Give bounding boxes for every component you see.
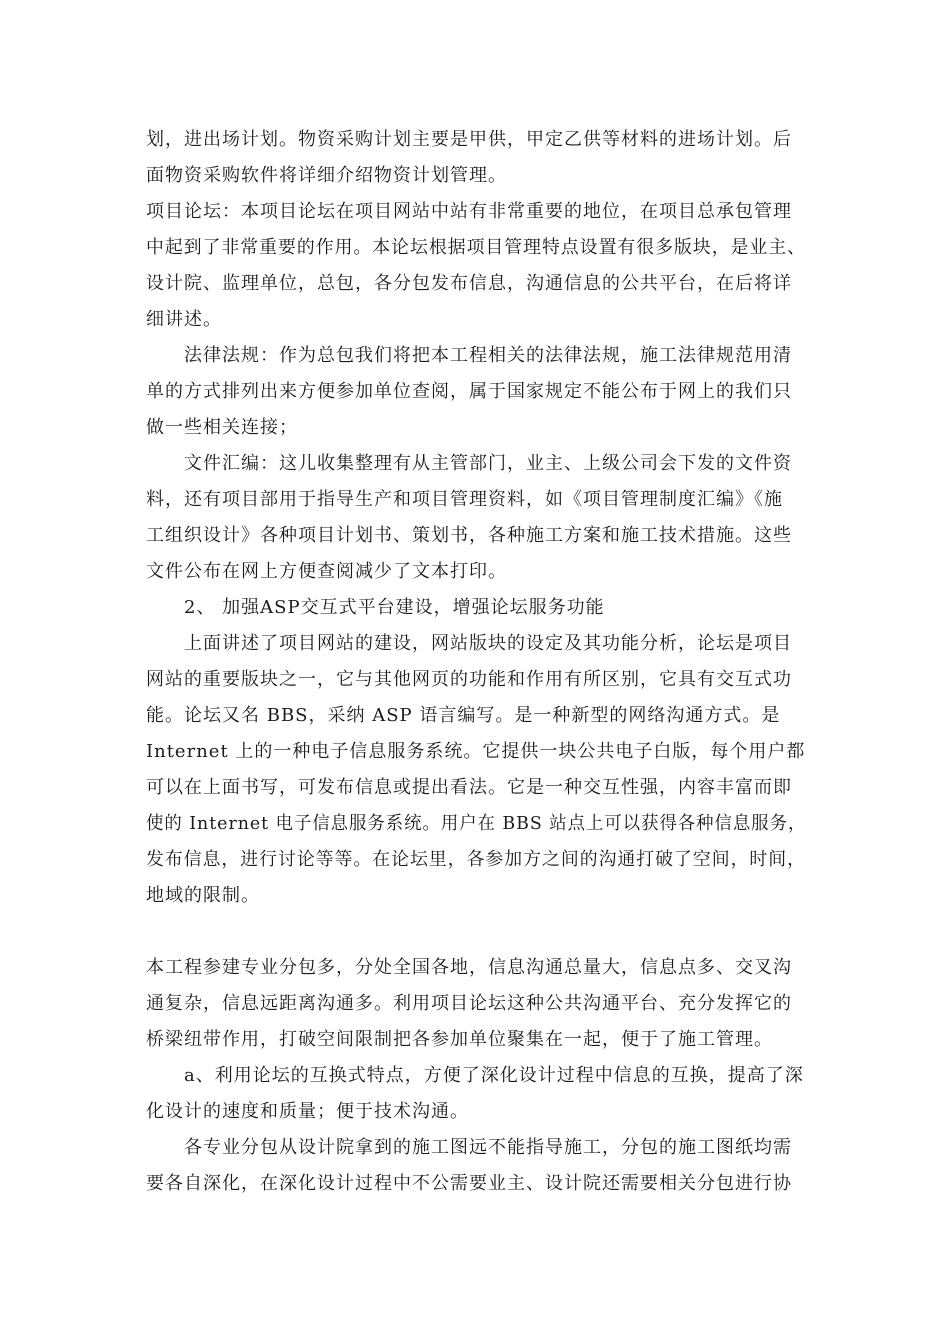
text-line: 文件汇编：这儿收集整理有从主管部门，业主、上级公司会下发的文件资 — [184, 453, 792, 474]
text-line: 中起到了非常重要的作用。本论坛根据项目管理特点设置有很多版块，是业主、 — [146, 237, 806, 258]
text-line: 化设计的速度和质量；便于技术沟通。 — [146, 1101, 469, 1122]
text-line: 网站的重要版块之一，它与其他网页的功能和作用有所区别，它具有交互式功 — [146, 669, 792, 690]
text-line: 做一些相关连接； — [146, 417, 298, 438]
text-line: 料，还有项目部用于指导生产和项目管理资料，如《项目管理制度汇编》《施 — [146, 489, 783, 510]
text-line: 本工程参建专业分包多，分处全国各地，信息沟通总量大，信息点多、交叉沟 — [146, 957, 792, 978]
text-line: 通复杂，信息远距离沟通多。利用项目论坛这种公共沟通平台、充分发挥它的 — [146, 993, 792, 1014]
section-heading: 2、 加强ASP交互式平台建设，增强论坛服务功能 — [184, 597, 605, 618]
text-line: a、利用论坛的互换式特点，方便了深化设计过程中信息的互换，提高了深 — [184, 1065, 804, 1086]
text-line: 上面讲述了项目网站的建设，网站版块的设定及其功能分析，论坛是项目 — [184, 633, 792, 654]
text-line: 面物资采购软件将详细介绍物资计划管理。 — [146, 165, 507, 186]
text-line: 发布信息，进行讨论等等。在论坛里，各参加方之间的沟通打破了空间，时间， — [146, 849, 806, 870]
text-line: 项目论坛：本项目论坛在项目网站中站有非常重要的地位，在项目总承包管理 — [146, 201, 792, 222]
text-line: 工组织设计》各种项目计划书、策划书，各种施工方案和施工技术措施。这些 — [146, 525, 792, 546]
text-line: 单的方式排列出来方便参加单位查阅，属于国家规定不能公布于网上的我们只 — [146, 381, 792, 402]
text-line: Internet 上的一种电子信息服务系统。它提供一块公共电子白版，每个用户都 — [146, 741, 806, 762]
text-line: 各专业分包从设计院拿到的施工图远不能指导施工，分包的施工图纸均需 — [184, 1137, 792, 1158]
text-line: 地域的限制。 — [146, 885, 260, 906]
text-line: 能。论坛又名 BBS，采纳 ASP 语言编写。是一种新型的网络沟通方式。是 — [146, 705, 781, 726]
text-line: 划，进出场计划。物资采购计划主要是甲供，甲定乙供等材料的进场计划。后 — [146, 129, 792, 150]
text-line: 使的 Internet 电子信息服务系统。用户在 BBS 站点上可以获得各种信息服务， — [146, 813, 807, 834]
text-line: 法律法规：作为总包我们将把本工程相关的法律法规，施工法律规范用清 — [184, 345, 792, 366]
text-line: 要各自深化，在深化设计过程中不公需要业主、设计院还需要相关分包进行协 — [146, 1173, 792, 1194]
text-line: 设计院、监理单位，总包，各分包发布信息，沟通信息的公共平台，在后将详 — [146, 273, 792, 294]
text-line: 文件公布在网上方便查阅减少了文本打印。 — [146, 561, 507, 582]
text-line: 桥梁纽带作用，打破空间限制把各参加单位聚集在一起，便于了施工管理。 — [146, 1029, 773, 1050]
text-line: 可以在上面书写，可发布信息或提出看法。它是一种交互性强，内容丰富而即 — [146, 777, 792, 798]
text-line: 细讲述。 — [146, 309, 222, 330]
